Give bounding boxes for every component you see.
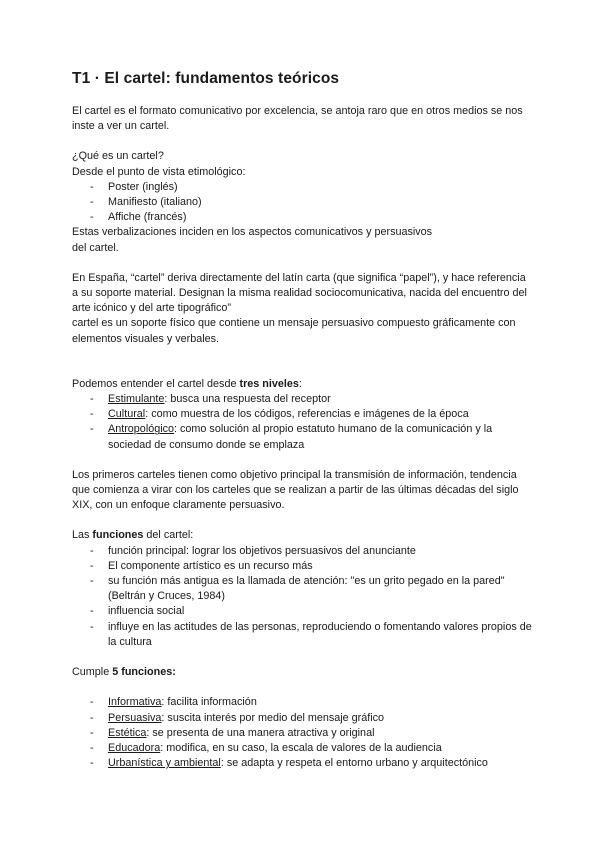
spain-paragraph: En España, “cartel” deriva directamente del latín carta (que significa “papel”), y hace referencia a su soporte material. Designan la misma realidad sociocomunicativa, nacida del encuentro del arte icónico y del arte tipográfico”: [72, 271, 527, 315]
list-item: - Affiche (francés): [90, 211, 187, 224]
list-item: - Urbanística y ambiental: se adapta y respeta el entorno urbano y arquitectónico: [90, 757, 488, 770]
list-item: - Antropológico: como solución al propio estatuto humano de la comunicación y la sociedad de consumo donde se emplaza: [90, 423, 493, 451]
list-item: - El componente artístico es un recurso más: [90, 559, 313, 572]
intro-paragraph: El cartel es el formato comunicativo por excelencia, se antoja raro que en otros medios se nos inste a ver un cartel.: [72, 105, 523, 133]
etymology-lead: Desde el punto de vista etimológico:: [72, 165, 246, 178]
list-item: - Estimulante: busca una respuesta del receptor: [90, 393, 331, 406]
document-page: [72, 70, 532, 771]
definition-paragraph: cartel es un soporte físico que contiene un mensaje persuasivo compuesto gráficamente con elementos visuales y verbales.: [72, 317, 516, 345]
question-heading: ¿Qué es un cartel?: [72, 150, 164, 163]
list-item: - Educadora: modifica, en su caso, la escala de valores de la audiencia: [90, 741, 442, 754]
five-functions-lead: Cumple 5 funciones:: [72, 666, 176, 679]
list-item: - Manifiesto (italiano): [90, 196, 202, 209]
list-item: - Informativa: facilita información: [90, 696, 257, 709]
page-title: T1 · El cartel: fundamentos teóricos: [72, 70, 340, 87]
levels-lead: Podemos entender el cartel desde tres niveles:: [72, 377, 302, 390]
list-item: - su función más antigua es la llamada de atención: "es un grito pegado en la pared" (Beltrán y Cruces, 1984): [90, 575, 505, 603]
history-paragraph: Los primeros carteles tienen como objetivo principal la transmisión de información, tendencia que comienza a virar con los carteles que se realizan a partir de las últimas décadas del siglo XIX, con un enfoque claramente persuasivo.: [72, 468, 519, 512]
list-item: - función principal: lograr los objetivos persuasivos del anunciante: [90, 544, 416, 557]
etymology-note-line1: Estas verbalizaciones inciden en los aspectos comunicativos y persuasivos: [72, 226, 433, 239]
functions-list: [72, 544, 532, 650]
etymology-list: [72, 180, 532, 226]
list-item: - influye en las actitudes de las personas, reproduciendo o fomentando valores propios de la cultura: [90, 620, 532, 648]
five-functions-list: [72, 695, 532, 771]
list-item: - Cultural: como muestra de los códigos, referencias e imágenes de la época: [90, 408, 469, 421]
levels-list: [72, 392, 532, 453]
etymology-note-line2: del cartel.: [72, 241, 119, 254]
functions-lead: Las funciones del cartel:: [72, 529, 194, 542]
list-item: - influencia social: [90, 605, 185, 618]
list-item: - Poster (inglés): [90, 180, 178, 193]
list-item: - Persuasiva: suscita interés por medio del mensaje gráfico: [90, 711, 385, 724]
list-item: - Estética: se presenta de una manera atractiva y original: [90, 726, 375, 739]
